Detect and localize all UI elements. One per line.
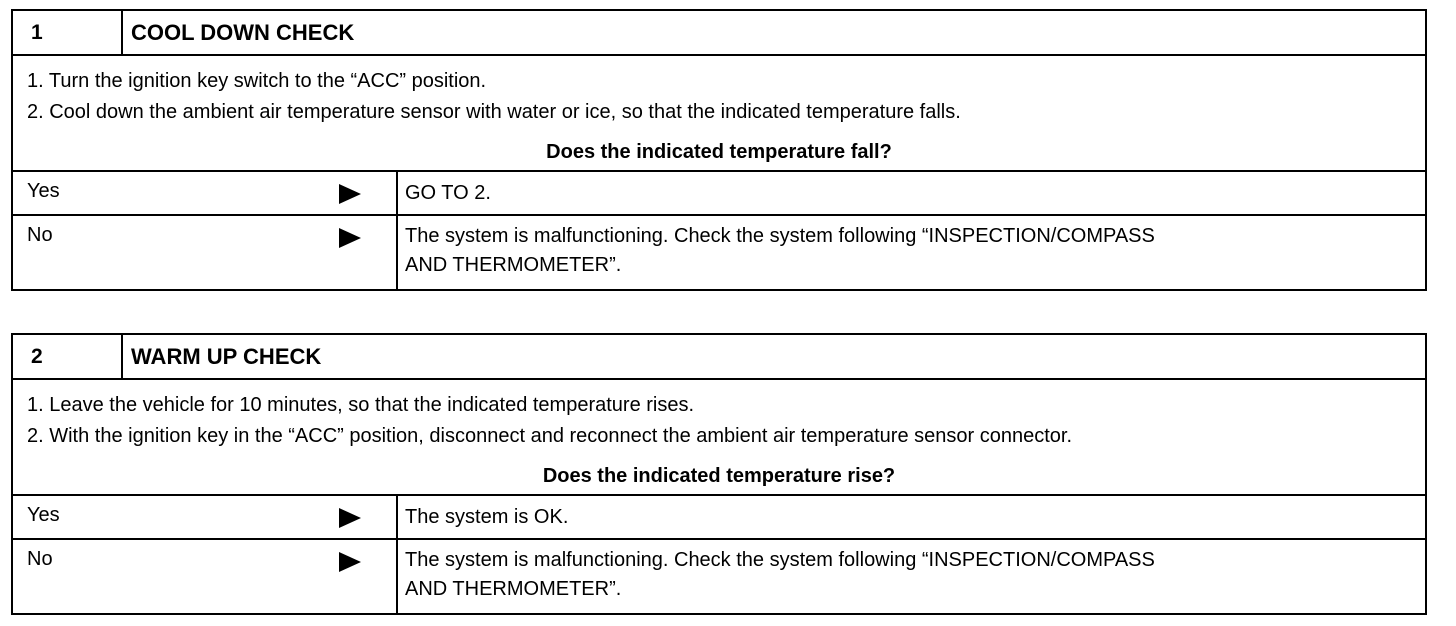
answer-row-no [13, 216, 1425, 289]
answer-label-cell [13, 496, 398, 538]
right-triangle-arrow-icon [339, 552, 361, 572]
result-line: The system is OK. [405, 506, 569, 528]
step-header [13, 11, 1425, 56]
result-line: The system is malfunctioning. Check the system following “INSPECTION/COMPASS [405, 549, 1155, 571]
right-triangle-arrow-icon [339, 508, 361, 528]
answer-row-yes [13, 172, 1425, 216]
answer-label-cell [13, 216, 398, 289]
step-title: COOL DOWN CHECK [131, 19, 355, 45]
step-instructions [13, 380, 1425, 496]
answer-row-yes [13, 496, 1425, 540]
answer-label-cell [13, 540, 398, 613]
step-question: Does the indicated temperature fall? [546, 141, 892, 163]
step-number: 1 [13, 11, 123, 54]
step-2-table [11, 333, 1427, 615]
instruction-line: 2. With the ignition key in the “ACC” position, disconnect and reconnect the ambient air temperature sensor connector. [27, 425, 1072, 447]
answer-label: No [27, 548, 53, 570]
answer-result [398, 496, 1425, 538]
result-line: AND THERMOMETER”. [405, 254, 622, 276]
answer-label: Yes [27, 180, 60, 202]
answer-result [398, 540, 1425, 613]
answer-result [398, 216, 1425, 289]
instruction-line: 1. Turn the ignition key switch to the “ACC” position. [27, 70, 487, 92]
answer-label: No [27, 224, 53, 246]
instruction-line: 2. Cool down the ambient air temperature sensor with water or ice, so that the indicated temperature falls. [27, 101, 961, 123]
step-1-table [11, 9, 1427, 291]
step-header [13, 335, 1425, 380]
answer-result [398, 172, 1425, 214]
step-instructions [13, 56, 1425, 172]
step-title: WARM UP CHECK [131, 343, 322, 369]
instruction-line: 1. Leave the vehicle for 10 minutes, so that the indicated temperature rises. [27, 394, 695, 416]
result-line: AND THERMOMETER”. [405, 578, 622, 600]
step-question: Does the indicated temperature rise? [542, 465, 896, 487]
answer-label-cell [13, 172, 398, 214]
right-triangle-arrow-icon [339, 228, 361, 248]
right-triangle-arrow-icon [339, 184, 361, 204]
answer-label: Yes [27, 504, 60, 526]
result-line: GO TO 2. [405, 182, 491, 204]
step-number: 2 [13, 335, 123, 378]
answer-row-no [13, 540, 1425, 613]
result-line: The system is malfunctioning. Check the system following “INSPECTION/COMPASS [405, 225, 1155, 247]
